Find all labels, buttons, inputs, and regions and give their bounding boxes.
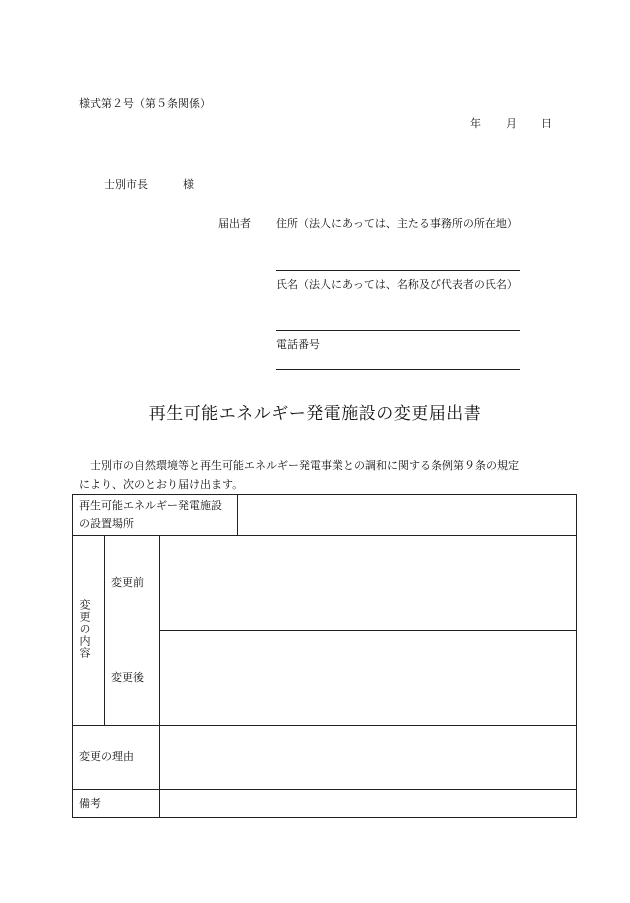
notifier-label: 届出者: [218, 217, 251, 230]
before-label: 変更前: [111, 576, 144, 589]
address-label: 住所（法人にあっては、主たる事務所の所在地）: [276, 217, 518, 230]
location-label-line2: の設置場所: [79, 517, 134, 530]
phone-line: [276, 369, 520, 370]
body-text-line2: により、次のとおり届け出ます。: [79, 478, 244, 491]
remarks-value-cell[interactable]: [159, 789, 577, 818]
addressee-name: 士別市長: [104, 178, 148, 191]
table-col-divider: [104, 535, 105, 725]
phone-label: 電話番号: [276, 338, 320, 351]
name-line: [276, 330, 520, 331]
address-line: [276, 270, 520, 271]
location-value-cell[interactable]: [237, 494, 577, 535]
remarks-label: 備考: [79, 797, 101, 810]
location-label-line1: 再生可能エネルギー発電施設: [79, 499, 222, 512]
date-month-label: 月: [506, 117, 517, 130]
reason-value-cell[interactable]: [159, 725, 577, 789]
change-content-label: 変更の内容: [78, 599, 91, 659]
after-value-cell[interactable]: [159, 630, 577, 725]
reason-label: 変更の理由: [79, 750, 134, 763]
body-text-line1: 士別市の自然環境等と再生可能エネルギー発電事業との調和に関する条例第９条の規定: [90, 459, 519, 472]
addressee-honorific: 様: [183, 178, 194, 191]
after-label: 変更後: [111, 671, 144, 684]
page-title: 再生可能エネルギー発電施設の変更届出書: [148, 404, 482, 424]
before-value-cell[interactable]: [159, 535, 577, 630]
date-year-label: 年: [470, 117, 481, 130]
name-label: 氏名（法人にあっては、名称及び代表者の氏名）: [276, 278, 518, 291]
form-number: 様式第２号（第５条関係）: [79, 97, 211, 110]
date-day-label: 日: [541, 117, 552, 130]
